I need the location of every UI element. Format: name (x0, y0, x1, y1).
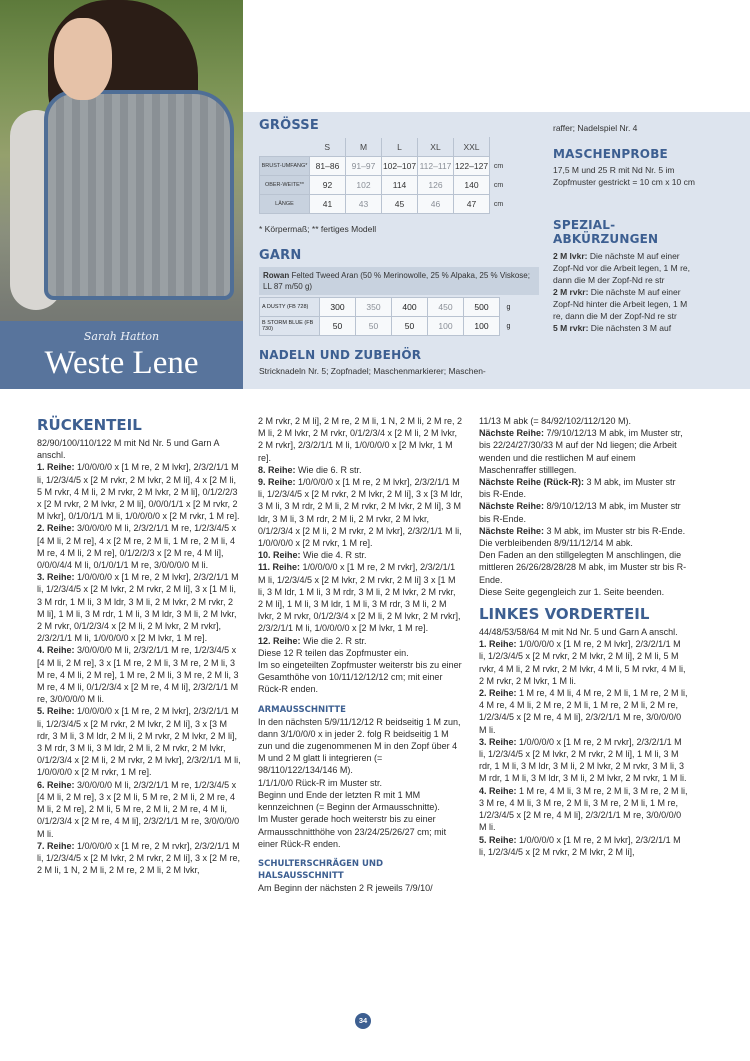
spezial-list (553, 250, 693, 334)
paragraph: Nächste Reihe: 7/9/10/12/13 M abk, im Muster str, bis 22/24/27/30/33 M auf der Nd liegen; die Arbeit wenden und die restlichen M auf einem Maschenraffer stilllegen. (479, 428, 683, 475)
page-number: 34 (355, 1013, 371, 1029)
groesse-heading: GRÖSSE (259, 118, 319, 133)
paragraph: 4. Reihe: 1 M re, 4 M li, 3 M re, 2 M li, 3 M re, 2 M li, 3 M re, 4 M li, 3 M re, 2 M li, 3 M re, 2 M li, 1 M re, 1/2/3/4/5 x [2 M re, 4 M li], 2/3/2/1/1 M re, 3/0/0/0/0 M li. (479, 785, 688, 833)
photo-vest-shape (44, 90, 234, 300)
pattern-title-box (0, 321, 243, 389)
column-3 (479, 415, 689, 858)
paragraph: 4. Reihe: 3/0/0/0/0 M li, 2/3/2/1/1 M re, 1/2/3/4/5 x [4 M li, 2 M re], 3 x [1 M re, 2 M li, 3 M re, 2 M li, 3 M re, 4 M li, 2 M re], 1 M re, 2 M li, 3 M re, 2 M li, 3 M re, 4 M li, 0/1/2/3/4 x [2 M re, 4 M li], 2/3/2/1/1 M re, 3/0/0/0/0 M li. (37, 645, 239, 705)
yarn-brand: Rowan (263, 271, 290, 280)
paragraph: 10. Reihe: Wie die 4. R str. (258, 550, 367, 561)
garn-heading: GARN (259, 248, 302, 263)
pattern-title: Weste Lene (44, 345, 199, 381)
paragraph: Diese 12 R teilen das Zopfmuster ein. (258, 647, 409, 658)
paragraph: 1. Reihe: 1/0/0/0/0 x [1 M re, 2 M lvkr], 2/3/2/1/1 M li, 1/2/3/4/5 x [2 M rvkr, 2 M lvkr, 2 M li], 2 M li, 5 M rvkr, 4 M li, 2 M rvkr, 2 M lvkr, 4 M li, 5 M rvkr, 4 M li, 2 M rvkr, 2 M lvkr, 1 M li. (479, 639, 686, 686)
size-header: XL (418, 138, 454, 157)
paragraph: Diese Seite gegengleich zur 1. Seite beenden. (479, 586, 665, 597)
size-footnote: * Körpermaß; ** fertiges Modell (259, 224, 377, 234)
paragraph: 6. Reihe: 3/0/0/0/0 M li, 2/3/2/1/1 M re, 1/2/3/4/5 x [4 M li, 2 M re], 3 x [2 M li, 5 M re, 2 M li, 2 M re, 4 M li, 2 M re], 2 M li, 5 M re, 2 M li, 2 M re, 4 M li, 0/1/2/3/4 x [2 M re, 4 M li], 2/3/2/1/1 M re, 3/0/0/0/0 M li. (37, 779, 240, 839)
size-table (259, 137, 508, 214)
paragraph: 3. Reihe: 1/0/0/0/0 x [1 M re, 2 M rvkr], 2/3/2/1/1 M li, 1/2/3/4/5 x [2 M lvkr, 2 M rvkr, 2 M li], 1 M li, 3 M rdr, 1 M li, 3 M ldr, 3 M li, 2 M lvkr, 2 M rvkr, 3 M li, 3 M rdr, 1 M li, 3 M ldr, 3 M li, 2 M lvkr, 2 M rvkr, 1 M li. (479, 736, 687, 784)
armausschnitte-heading: ARMAUSSCHNITTE (258, 704, 346, 715)
table-row: BRUST-UMFANG* 81–86 91–97 102–107 112–117 122–127 cm (260, 157, 508, 176)
table-row: LÄNGE 41 43 45 46 47 cm (260, 195, 508, 214)
paragraph: 2. Reihe: 1 M re, 4 M li, 4 M re, 2 M li, 1 M re, 2 M li, 4 M re, 4 M li, 2 M re, 2 M li, 1 M re, 2 M li, 2 M re, 1/2/3/4/5 x [2 M re, 4 M li], 2/3/2/1/1 M re, 3/0/0/0/0 M li. (479, 688, 688, 735)
paragraph: 3. Reihe: 1/0/0/0/0 x [1 M re, 2 M lvkr], 2/3/2/1/1 M li, 1/2/3/4/5 x [2 M lvkr, 2 M rvkr, 2 M li], 3 x [1 M li, 3 M rdr, 1 M li, 3 M ldr, 3 M li, 2 M lvkr, 2 M rvkr, 2 M li], 1 M li, 3 M rdr, 1 M li, 3 M ldr, 3 M li, 2 M lvkr, 2 M rvkr, 0/1/2/3/4 x [2 M li, 2 M lvkr, 2 M rvkr], 2/3/2/1/1 M li, 1/0/0/0/0 x [2 M lvkr, 1 M re]. (37, 572, 239, 644)
linkes-vorderteil-heading: LINKES VORDERTEIL (479, 605, 650, 624)
nadeln-continued: raffer; Nadelspiel Nr. 4 (553, 123, 638, 133)
paragraph: Die verbleibenden 8/9/11/12/14 M abk. (479, 538, 633, 549)
paragraph: 8. Reihe: Wie die 6. R str. (258, 464, 362, 475)
paragraph: Im so eingeteilten Zopfmuster weiterstr bis zu einer Gesamthöhe von 10/11/12/12/12 cm; mit einer Rück-R enden. (258, 660, 462, 695)
paragraph: 44/48/53/58/64 M mit Nd Nr. 5 und Garn A anschl. (479, 627, 678, 638)
size-header: M (346, 138, 382, 157)
paragraph: 2. Reihe: 3/0/0/0/0 M li, 2/3/2/1/1 M re, 1/2/3/4/5 x [4 M li, 2 M re], 4 x [2 M re, 2 M li, 1 M re, 2 M li, 4 M re, 4 M li, 2 M re], 0/1/2/2/3 x [2 M re, 4 M li], 0/0/0/4/4 M li, 0/1/0/1/1 M re, 3/0/0/0/0 M li. (37, 523, 237, 571)
column-2 (258, 415, 463, 894)
nadeln-text: Stricknadeln Nr. 5; Zopfnadel; Maschenmarkierer; Maschen- (259, 366, 486, 376)
paragraph: Im Muster gerade hoch weiterstr bis zu einer Armausschnitthöhe von 23/24/25/26/27 cm; mit einer Rück-R enden. (258, 814, 447, 849)
list-item: 5 M rvkr: Die nächsten 3 M auf (553, 323, 672, 333)
paragraph: Nächste Reihe: 8/9/10/12/13 M abk, im Muster str bis R-Ende. (479, 501, 681, 524)
paragraph: 1. Reihe: 1/0/0/0/0 x [1 M re, 2 M lvkr], 2/3/2/1/1 M li, 1/2/3/4/5 x [2 M rvkr, 2 M lvkr, 2 M li], 4 x [2 M li, 5 M rvkr, 4 M li, 2 M rvkr, 2 M lvkr, 2 M li], 0/1/2/2/3 x [2 M rvkr, 2 M lvkr, 2 M li], 0/0/0/1/1 x [2 M rvkr, 2 M lvkr], 0/1/0/1/1 M li, 1/0/0/0/0 x [2 M rvkr, 1 M re]. (37, 462, 240, 522)
paragraph: 11. Reihe: 1/0/0/0/0 x [1 M re, 2 M rvkr], 2/3/2/1/1 M li, 1/2/3/4/5 x [2 M lvkr, 2 M rvkr, 2 M li] 3 x [1 M li, 3 M ldr, 1 M li, 3 M rdr, 3 M li, 2 M lvkr, 2 M rvkr, 2 M li], 1 M li, 3 M ldr, 1 M li, 3 M rdr, 3 M li, 2 M lvkr, 2 M rvkr, 0/1/2/3/4 x [2 M li, 2 M lvkr, 2 M rvkr], 2/3/2/1/1 M li, 1/0/0/0/0 x [2 M lvkr, 1 M re]. (258, 562, 461, 634)
rueckenteil-heading: RÜCKENTEIL (37, 416, 142, 434)
paragraph: Beginn und Ende der letzten R mit 1 MM kennzeichnen (= Beginn der Armausschnitte). (258, 789, 440, 813)
schulter-heading: SCHULTERSCHRÄGEN UND HALSAUSSCHNITT (258, 858, 384, 881)
paragraph: 1/1/1/0/0 Rück-R im Muster str. (258, 777, 383, 788)
nadeln-heading: NADELN UND ZUBEHÖR (259, 348, 422, 362)
list-item: 2 M lvkr: Die nächste M auf einer Zopf-Nd vor die Arbeit legen, 1 M re, dann die M der Zopf-Nd re str (553, 251, 691, 285)
table-row: A DUSTY (FB 728) 300 350 400 450 500 g (260, 298, 518, 317)
spezial-heading: SPEZIAL- ABKÜRZUNGEN (553, 218, 659, 246)
paragraph: 82/90/100/110/122 M mit Nd Nr. 5 und Garn A anschl. (37, 438, 219, 461)
paragraph: 11/13 M abk (= 84/92/102/112/120 M). (479, 416, 632, 426)
size-header: L (382, 138, 418, 157)
paragraph: 5. Reihe: 1/0/0/0/0 x [1 M re, 2 M lvkr], 2/3/2/1/1 M li, 1/2/3/4/5 x [2 M rvkr, 2 M lvkr, 2 M li], (479, 834, 681, 857)
paragraph: Nächste Reihe: 3 M abk, im Muster str bis R-Ende. (479, 525, 686, 536)
yarn-text: Felted Tweed Aran (50 % Merinowolle, 25 % Alpaka, 25 % Viskose; LL 87 m/50 g) (263, 271, 530, 291)
designer-name: Sarah Hatton (83, 330, 160, 343)
table-row: B STORM BLUE (FB 730) 50 50 50 100 100 g (260, 317, 518, 336)
paragraph: 9. Reihe: 1/0/0/0/0 x [1 M re, 2 M lvkr], 2/3/2/1/1 M li, 1/2/3/4/5 x [2 M rvkr, 2 M lvkr, 2 M li], 3 x [3 M ldr, 3 M li, 3 M rdr, 2 M li, 2 M rvkr, 2 M lvkr, 2 M li], 3 M ldr, 3 M li, 3 M rdr, 2 M li, 2 M rvkr, 2 M lvkr, 0/1/2/3/4 x [2 M li, 2 M rvkr, 2 M lvkr], 2/3/2/1/1 M li, 1/0/0/0/0 x [2 M rvkr, 1 M re]. (258, 477, 463, 549)
header-whitespace (243, 0, 750, 112)
paragraph: Nächste Reihe (Rück-R): 3 M abk, im Muster str bis R-Ende. (479, 477, 676, 500)
size-header: S (310, 138, 346, 157)
size-header: XXL (454, 138, 490, 157)
yarn-description (259, 267, 539, 295)
paragraph: Den Faden an den stillgelegten M anschlingen, die mittleren 26/26/28/28/28 M abk, im Muster str bis R-Ende. (479, 550, 687, 585)
table-row: OBER-WEITE** 92 102 114 126 140 cm (260, 176, 508, 195)
yarn-table (259, 297, 518, 336)
paragraph: 12. Reihe: Wie die 2. R str. (258, 635, 367, 646)
paragraph: 2 M rvkr, 2 M li], 2 M re, 2 M li, 1 N, 2 M li, 2 M re, 2 M li, 2 M lvkr, 2 M rvkr, 0/1/2/3/4 x [2 M li, 2 M lvkr, 2 M rvkr], 2/3/2/1/1 M li, 1/0/0/0/0 x [2 M lvkr, 1 M re]. (258, 416, 463, 463)
paragraph: 5. Reihe: 1/0/0/0/0 x [1 M re, 2 M lvkr], 2/3/2/1/1 M li, 1/2/3/4/5 x [2 M rvkr, 2 M lvkr, 2 M li], 3 x [3 M rdr, 3 M li, 3 M ldr, 2 M li, 2 M rvkr, 2 M lvkr, 2 M li], 3 M rdr, 3 M li, 3 M ldr, 2 M li, 2 M rvkr, 2 M lvkr, 0/1/2/3/4 x [2 M li, 2 M rvkr, 2 M lvkr], 2/3/2/1/1 M li, 1/0/0/0/0 x [2 M rvkr, 1 M re]. (37, 706, 241, 778)
column-1 (37, 415, 242, 876)
maschenprobe-text: 17,5 M und 25 R mit Nd Nr. 5 im Zopfmuster gestrickt = 10 cm x 10 cm (553, 165, 695, 187)
paragraph: 7. Reihe: 1/0/0/0/0 x [1 M re, 2 M rvkr], 2/3/2/1/1 M li, 1/2/3/4/5 x [2 M lvkr, 2 M rvkr, 2 M li], 3 x [2 M re, 2 M li, 1 N, 2 M li, 2 M re, 2 M li, 2 M lvkr, (37, 840, 241, 876)
photo-face-shape (54, 18, 112, 100)
maschenprobe-heading: MASCHENPROBE (553, 147, 668, 161)
paragraph: Am Beginn der nächsten 2 R jeweils 7/9/10/ (258, 882, 433, 893)
list-item: 2 M rvkr: Die nächste M auf einer Zopf-Nd hinter die Arbeit legen, 1 M re, dann die M der Zopf-Nd re str (553, 287, 688, 321)
paragraph: In den nächsten 5/9/11/12/12 R beidseitig 1 M zun, dann 3/1/0/0/0 x in jeder 2. folg R beidseitig 1 M zun und die zugenommenen M in den Zopf über 4 M und 2 M glatt li integrieren (= 98/110/122/134/146 M). (258, 716, 461, 776)
